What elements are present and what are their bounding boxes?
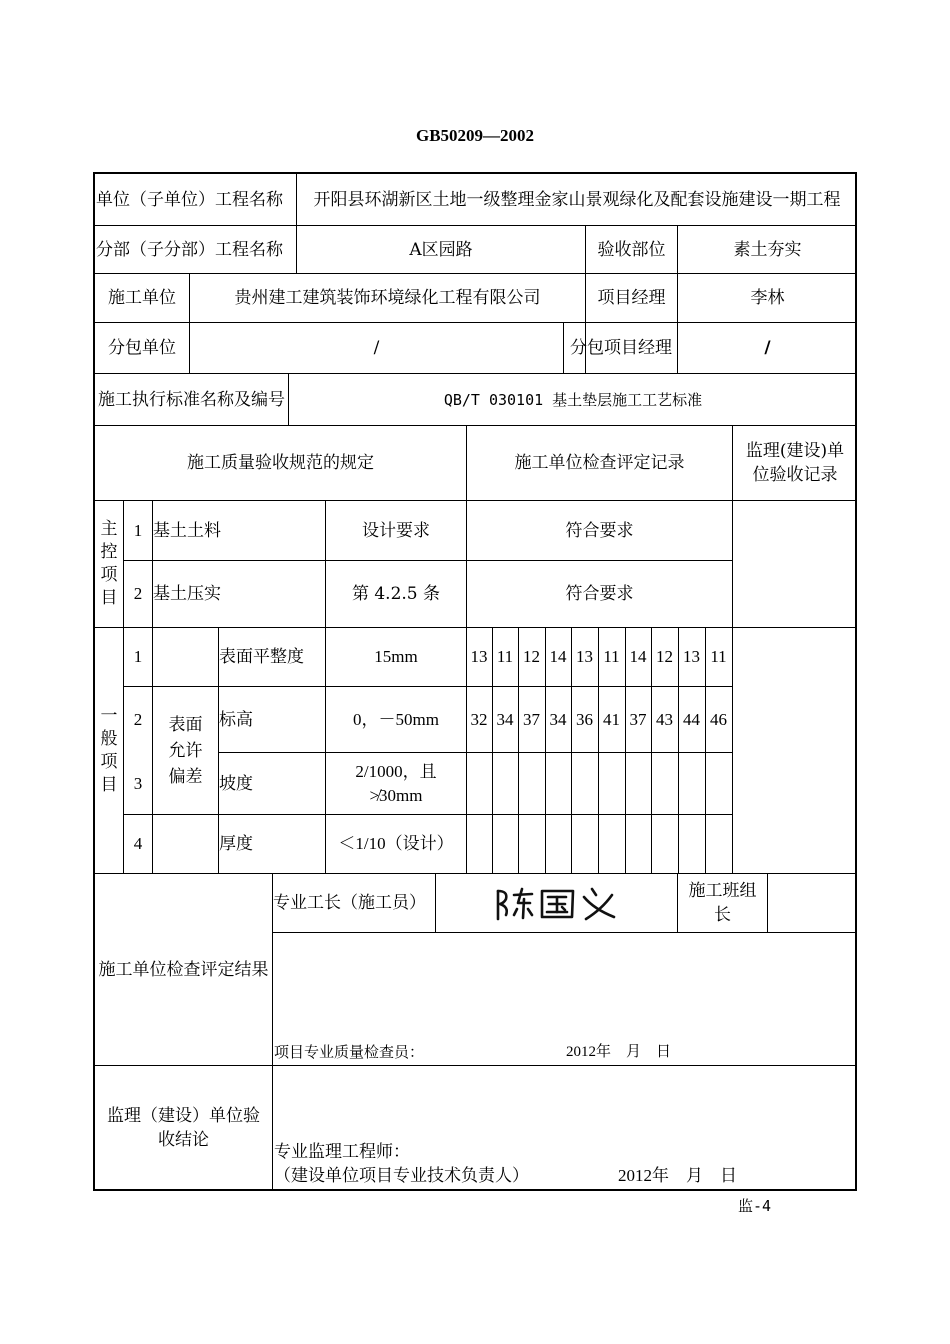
measurement-cell: 14 <box>549 647 567 666</box>
foreman-label: 专业工长（施工员） <box>273 893 426 913</box>
general-item-requirement: 0，－50mm <box>353 709 439 729</box>
project-manager-value: 李林 <box>750 288 785 308</box>
general-item-no: 3 <box>133 773 143 793</box>
measurement-cell: 14 <box>629 647 647 666</box>
contractor-value: 贵州建工建筑装饰环境绿化工程有限公司 <box>234 288 541 308</box>
general-item-no: 1 <box>133 647 143 666</box>
main-item-result: 符合要求 <box>565 584 634 604</box>
measurement-cell: 11 <box>496 647 514 666</box>
sub-project-manager-label: 分包项目经理 <box>570 338 672 358</box>
measurement-cell: 13 <box>576 647 593 666</box>
team-leader-label: 施工班组长 <box>688 881 757 925</box>
acceptance-part-value: 素土夯实 <box>733 239 802 260</box>
measurement-cell: 11 <box>710 647 727 666</box>
supervision-header: 监理(建设)单位验收记录 <box>745 441 845 485</box>
standard-label: 施工执行标准名称及编号 <box>98 389 285 410</box>
standard-code: GB50209—2002 <box>415 126 535 145</box>
general-item-no: 4 <box>133 834 143 853</box>
measurement-cell: 32 <box>470 709 488 729</box>
project-name-value: 开阳县环湖新区土地一级整理金家山景观绿化及配套设施建设一期工程 <box>313 189 841 210</box>
general-item-no: 2 <box>133 709 143 729</box>
measurement-cell: 36 <box>576 709 593 729</box>
measurement-cell: 41 <box>603 709 620 729</box>
project-manager-label: 项目经理 <box>597 288 666 308</box>
acceptance-part-label: 验收部位 <box>597 239 666 260</box>
contractor-label: 施工单位 <box>108 288 176 308</box>
measurement-cell: 37 <box>523 709 540 729</box>
subproject-name-value: A区园路 <box>409 239 473 260</box>
form-number: 监-4 <box>738 1197 772 1215</box>
contractor-result-label: 施工单位检查评定结果 <box>98 959 269 980</box>
supervision-conclusion-label: 监理（建设）单位验收结论 <box>107 1106 260 1150</box>
contractor-result-date: 2012年 月 日 <box>566 1044 672 1060</box>
sub-project-manager-value: / <box>764 338 771 358</box>
owner-technical-lead-label: （建设单位项目专业技术负责人） <box>274 1166 529 1186</box>
measurement-cell: 44 <box>683 709 700 729</box>
subcontractor-label: 分包单位 <box>108 338 176 358</box>
main-item-no: 1 <box>133 520 143 540</box>
measurement-cell: 13 <box>683 647 700 666</box>
supervision-date: 2012年 月 日 <box>618 1166 737 1185</box>
measurement-cell: 37 <box>629 709 647 729</box>
standard-value: QB/T 030101 基土垫层施工工艺标准 <box>443 390 703 409</box>
measurement-cell: 34 <box>496 709 514 729</box>
general-item-requirement: 2/1000，且≯30mm <box>355 761 437 805</box>
subcontractor-value: / <box>373 338 380 358</box>
general-item-name: 厚度 <box>219 834 253 854</box>
measurement-cell: 12 <box>523 647 540 666</box>
general-item-requirement: ＜1/10（设计） <box>338 834 454 853</box>
measurement-cell: 46 <box>710 709 727 729</box>
handwritten-signature-icon <box>492 883 622 923</box>
foreman-signature <box>436 874 677 932</box>
supervision-engineer-label: 专业监理工程师： <box>274 1142 410 1162</box>
measurement-cell: 11 <box>603 647 620 666</box>
main-item-requirement: 第 4.2.5 条 <box>351 584 441 604</box>
general-item-name: 表面平整度 <box>219 647 304 667</box>
main-item-requirement: 设计要求 <box>362 520 430 541</box>
measurement-cell: 43 <box>656 709 673 729</box>
general-item-name: 标高 <box>219 709 253 730</box>
quality-inspector-label: 项目专业质量检查员： <box>274 1043 425 1061</box>
main-item-name: 基土土料 <box>153 520 221 541</box>
record-header: 施工单位检查评定记录 <box>514 453 685 473</box>
general-item-requirement: 15mm <box>374 647 418 666</box>
spec-header: 施工质量验收规范的规定 <box>187 453 374 473</box>
project-name-label: 单位（子单位）工程名称 <box>96 189 283 210</box>
general-items-group-label: 一般项目 <box>100 705 118 795</box>
subproject-name-label: 分部（子分部）工程名称 <box>96 239 283 260</box>
main-item-no: 2 <box>133 584 143 603</box>
measurement-cell: 12 <box>656 647 673 666</box>
main-items-group-label: 主控项目 <box>100 519 118 608</box>
general-item-name: 坡度 <box>219 773 253 794</box>
surface-deviation-label: 表面允许偏差 <box>168 714 203 787</box>
main-item-result: 符合要求 <box>565 520 634 541</box>
measurement-cell: 13 <box>470 647 488 666</box>
main-item-name: 基土压实 <box>153 584 221 604</box>
measurement-cell: 34 <box>549 709 567 729</box>
